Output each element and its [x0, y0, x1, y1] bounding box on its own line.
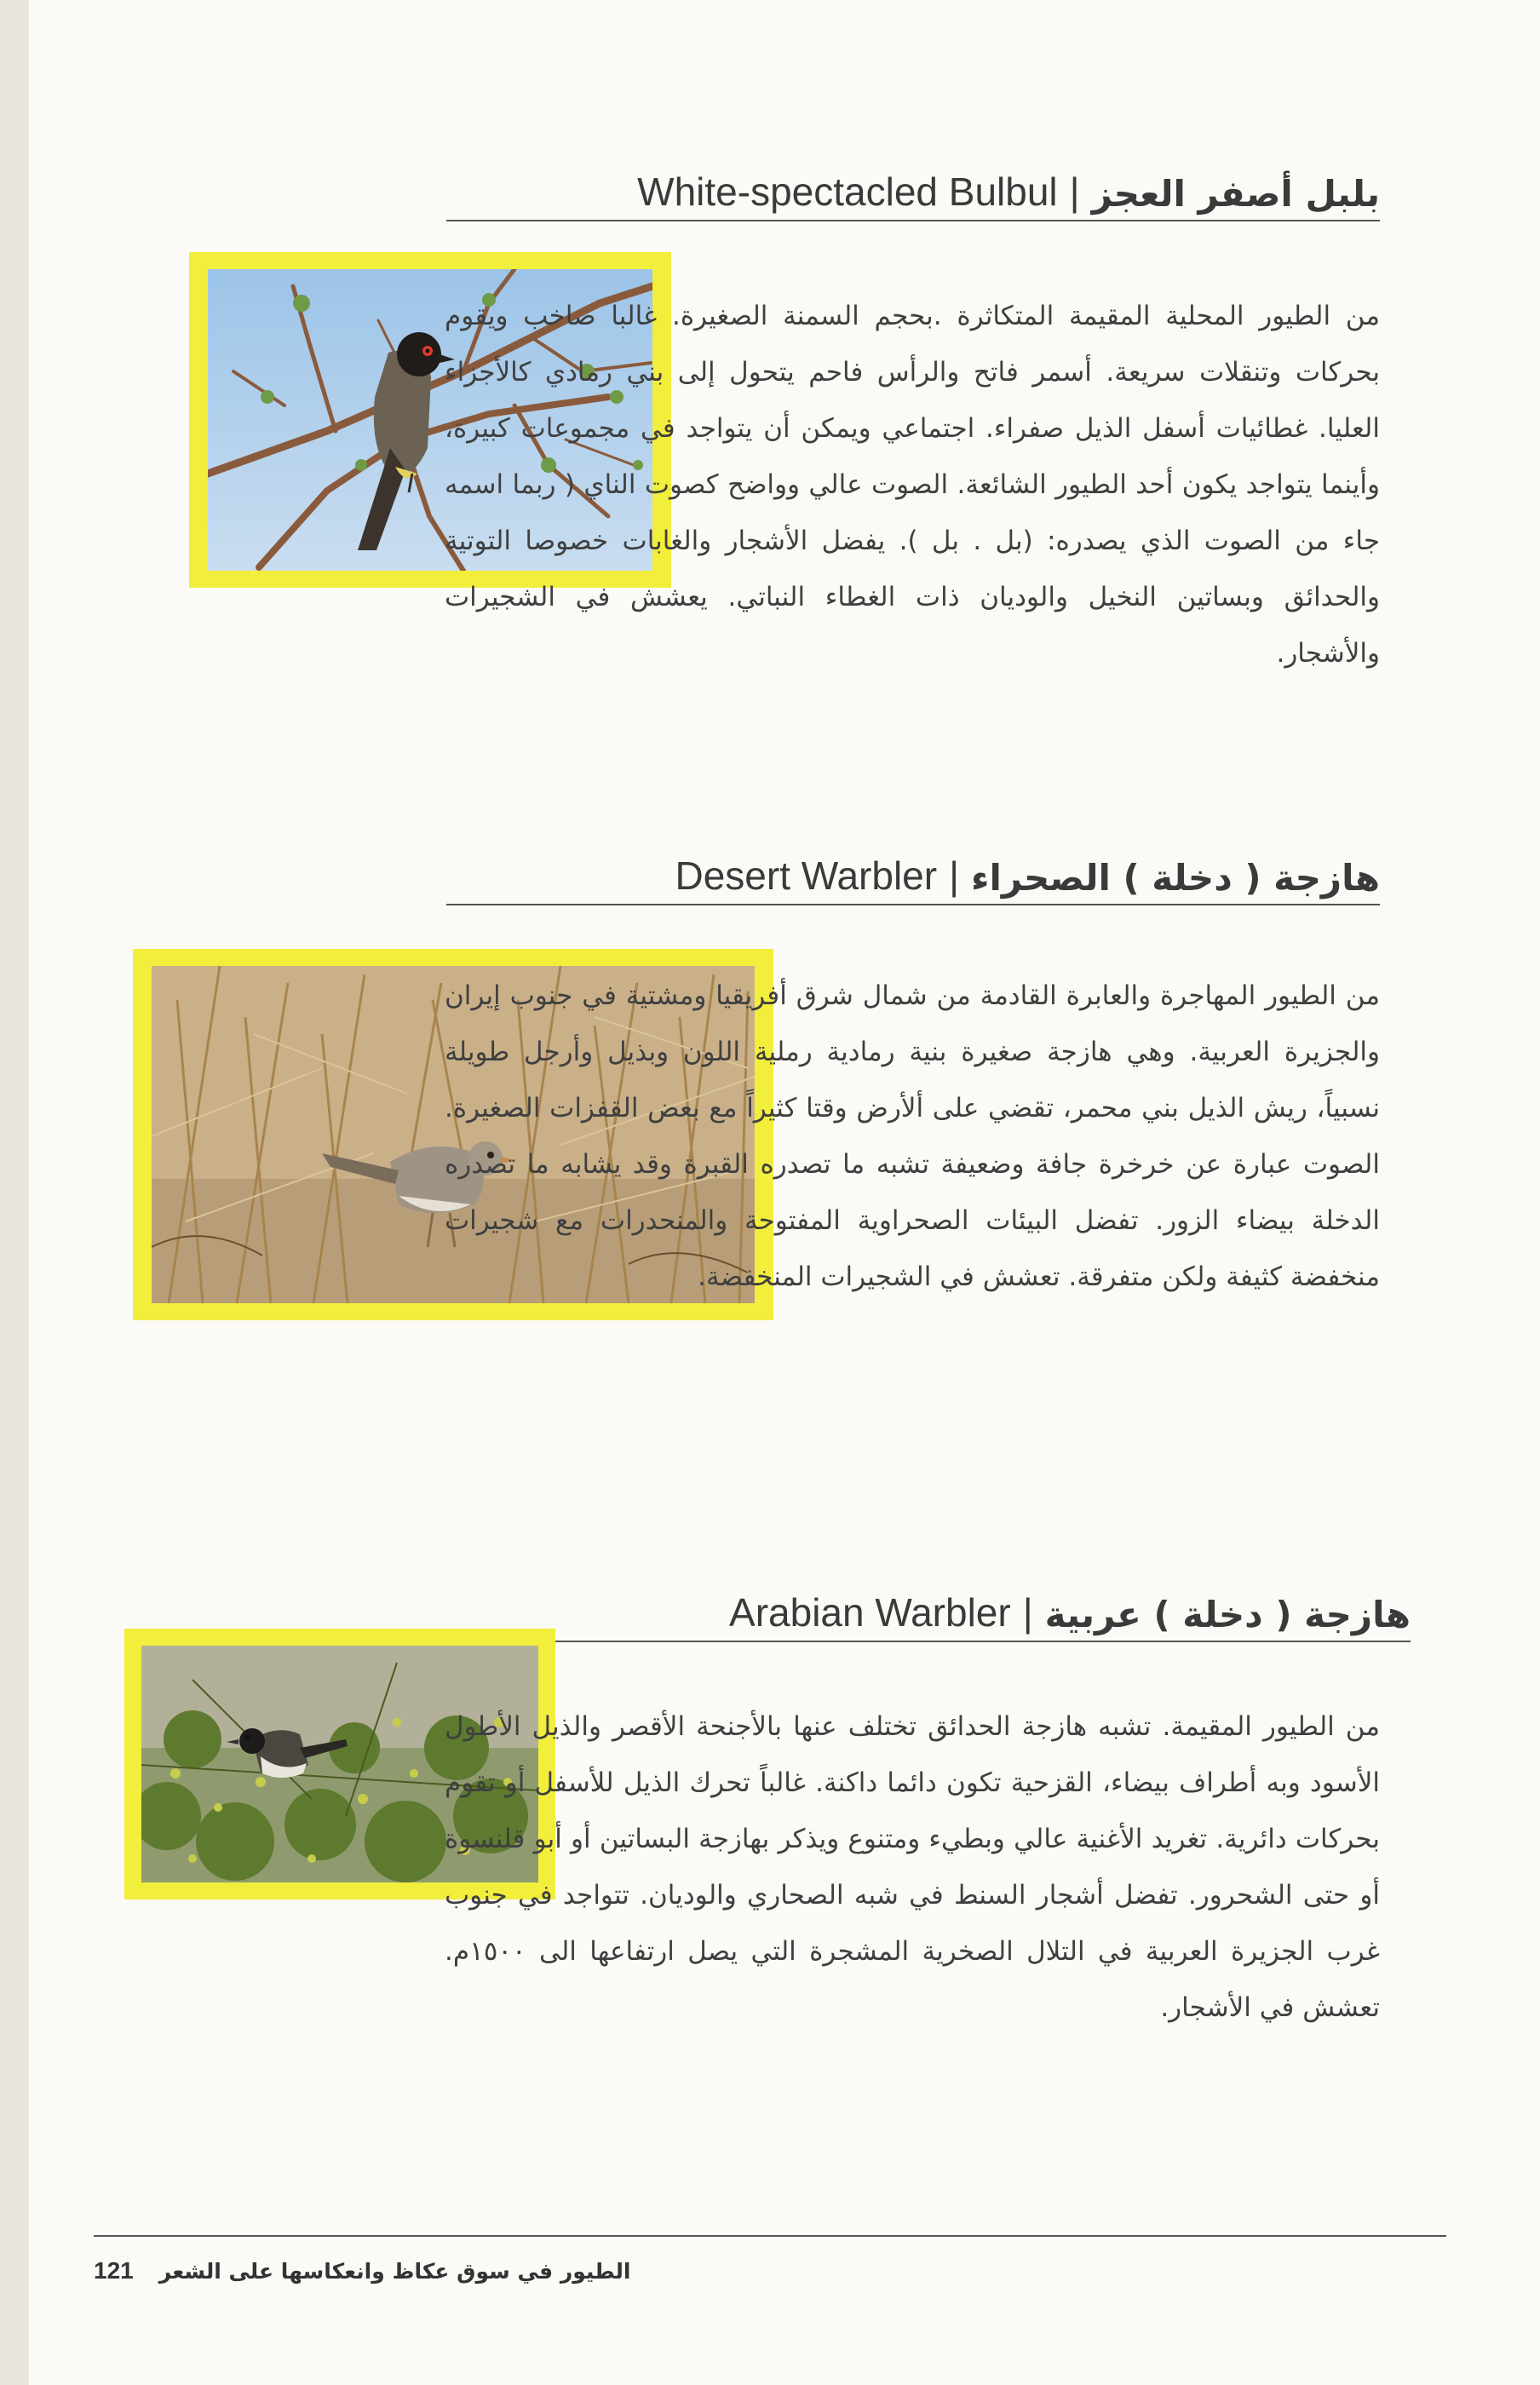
- page-spine: [0, 0, 29, 2385]
- species-header: [446, 165, 1380, 221]
- species-description: من الطيور المهاجرة والعابرة القادمة من شمال شرق أفريقيا ومشتية في جنوب إيران والجزيرة العربية. وهي هازجة صغيرة بنية رمادية رملية اللون وبذيل وأرجل طويلة نسبياً، ريش الذيل بني محمر، تقضي على ألأرض وقتا كثيراً مع بعض القفزات الصغيرة. الصوت عبارة عن خرخرة جافة وضعيفة تشبه ما تصدره القبرة وقد يشابه ما تصدره الدخلة بيضاء الزور. تفضل البيئات الصحراوية المفتوحة والمنحدرات مع شجيرات منخفضة كثيفة ولكن متفرقة. تعشش في الشجيرات المنخفضة.: [445, 980, 1380, 1292]
- species-title-ar: هازجة ( دخلة ) الصحراء: [971, 857, 1380, 899]
- species-description: من الطيور المحلية المقيمة المتكاثرة .بحجم السمنة الصغيرة. غالبا صاخب ويقوم بحركات وتنقلات سريعة. أسمر فاتح والرأس فاحم يتحول إلى بني رمادي كالأجزاء العليا. غطائيات أسفل الذيل صفراء. اجتماعي ويمكن أن يتواجد في مجموعات كبيرة، وأينما يتواجد يكون أحد الطيور الشائعة. الصوت عالي وواضح كصوت الناي ( ربما اسمه جاء من الصوت الذي يصدره: (بل . بل ). يفضل الأشجار والغابات خصوصا التوتية والحدائق وبساتين النخيل والوديان ذات الغطاء النباتي. يعشش في الشجيرات والأشجار.: [445, 301, 1380, 669]
- title-separator: |: [1069, 170, 1080, 214]
- species-header: [446, 849, 1380, 905]
- species-title-en: Desert Warbler: [675, 853, 938, 898]
- species-header: [555, 1586, 1411, 1642]
- species-title-en: Arabian Warbler: [729, 1590, 1011, 1635]
- species-description: من الطيور المقيمة. تشبه هازجة الحدائق تختلف عنها بالأجنحة الأقصر والذيل الأطول الأسود وبه أطراف بيضاء، القزحية تكون دائما داكنة. غالباً تحرك الذيل للأسفل أو تقوم بحركات دائرية. تغريد الأغنية عالي وبطيء ومتنوع ويذكر بهازجة البساتين أو أبو قلنسوة أو حتى الشحرور. تفضل أشجار السنط في شبه الصحاري والوديان. تتواجد في جنوب غرب الجزيرة العربية في التلال الصخرية المشجرة التي يصل ارتفاعها الى ١٥٠٠م. تعشش في الأشجار.: [445, 1711, 1380, 2023]
- book-title: الطيور في سوق عكاظ وانعكاسها على الشعر: [158, 2258, 631, 2284]
- page-number: 121: [94, 2257, 134, 2284]
- footer-rule: [94, 2235, 1446, 2237]
- page-footer: [94, 2254, 630, 2288]
- title-separator: |: [1022, 1590, 1033, 1635]
- species-title-ar: بلبل أصفر العجز: [1091, 173, 1380, 215]
- species-title-en: White-spectacled Bulbul: [637, 170, 1058, 214]
- species-title-ar: هازجة ( دخلة ) عربية: [1044, 1594, 1411, 1635]
- title-separator: |: [949, 853, 960, 898]
